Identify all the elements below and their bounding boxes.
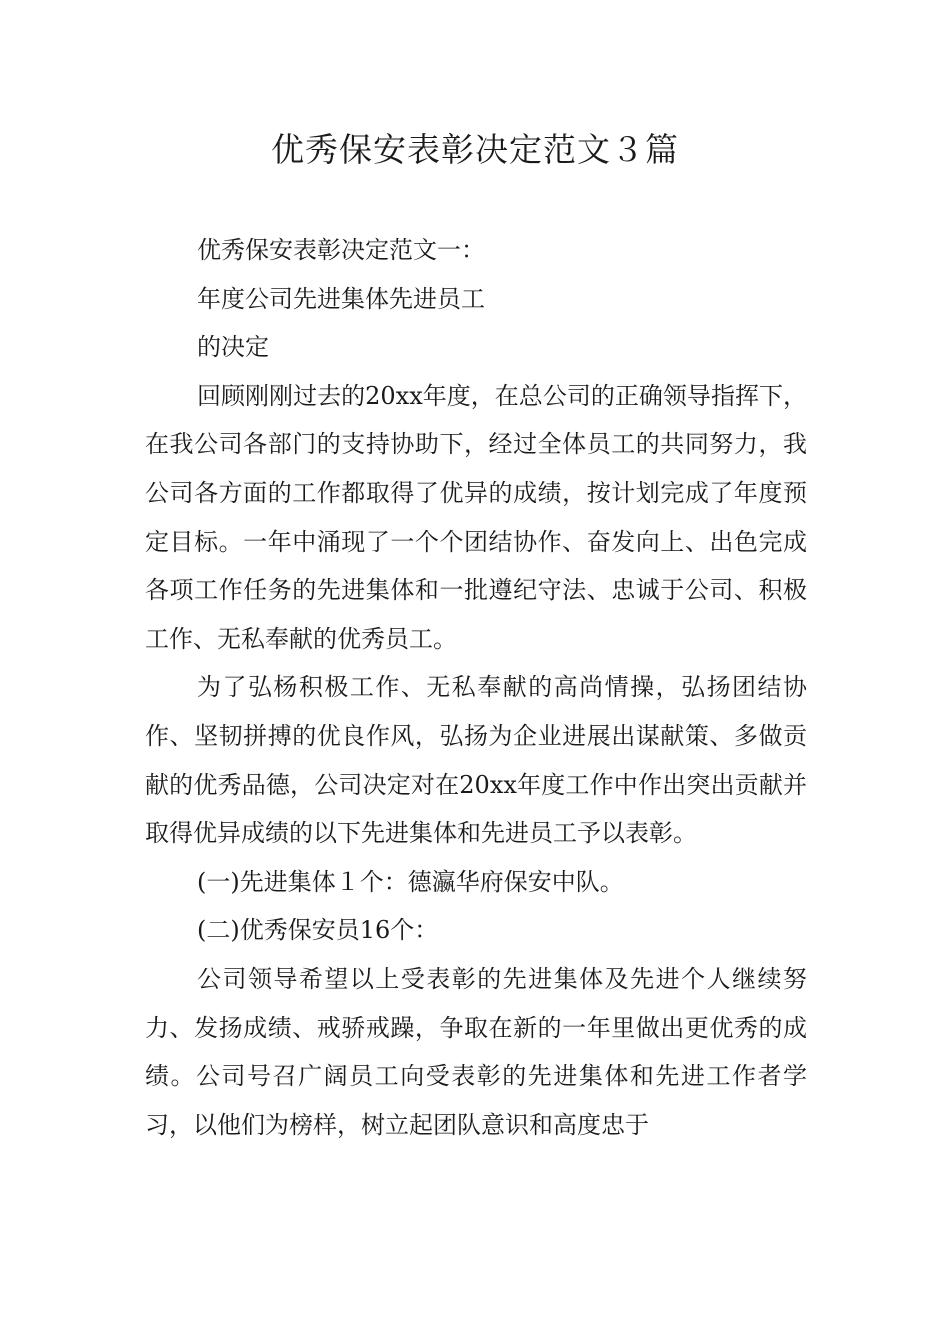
- paragraph-advanced-collective: (一)先进集体１个：德瀛华府保安中队。: [197, 867, 624, 896]
- paragraph-subtitle-line1: 年度公司先进集体先进员工: [197, 284, 485, 313]
- paragraph-excellent-guards: (二)优秀保安员16个：: [197, 916, 439, 945]
- paragraph-expectation: 公司领导希望以上受表彰的先进集体及先进个人继续努力、发扬成绩、戒骄戒躁，争取在新的一年里做出更优秀的成绩。公司号召广阔员工向受表彰的先进集体和先进工作者学习，以他们为榜样，树立起团队意识和高度忠于: [145, 964, 807, 1139]
- paragraph-section-heading: 优秀保安表彰决定范文一：: [197, 236, 485, 264]
- document-title: 优秀保安表彰决定范文３篇: [271, 130, 679, 169]
- document-body: [145, 226, 807, 1149]
- paragraph-review: 回顾刚刚过去的20xx年度，在总公司的正确领导指挥下，在我公司各部门的支持协助下，经过全体员工的共同努力，我公司各方面的工作都取得了优异的成绩，按计划完成了年度预定目标。一年中涌现了一个个团结协作、奋发向上、出色完成各项工作任务的先进集体和一批遵纪守法、忠诚于公司、积极工作、无私奉献的优秀员工。: [145, 381, 807, 653]
- paragraph-decision: 为了弘杨积极工作、无私奉献的高尚情操，弘扬团结协作、坚韧拼搏的优良作风，弘扬为企业进展出谋献策、多做贡献的优秀品德，公司决定对在20xx年度工作中作出突出贡献并取得优异成绩的以下先进集体和先进员工予以表彰。: [145, 673, 807, 848]
- paragraph-subtitle-line2: 的决定: [197, 333, 269, 362]
